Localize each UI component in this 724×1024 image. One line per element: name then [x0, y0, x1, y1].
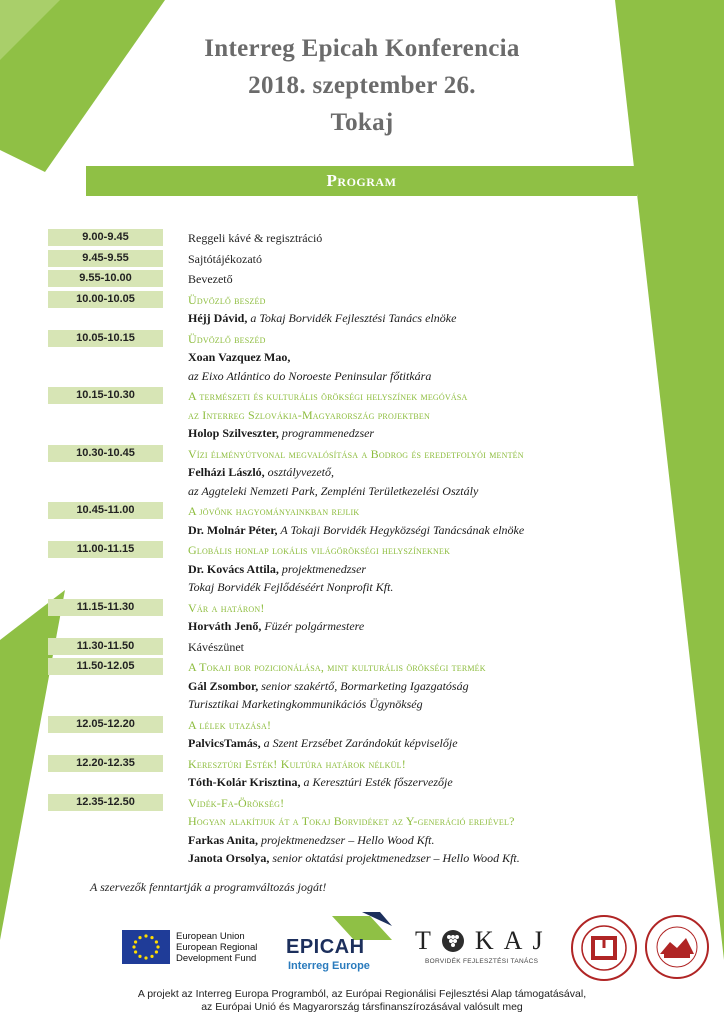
conference-date: 2018. szeptember 26. — [248, 72, 476, 99]
session-title: A Tokaji bor pozicionálása, mint kulturális örökségi termék — [188, 660, 486, 674]
speaker-affiliation: Tokaj Borvidék Fejlődéséért Nonprofit Kft. — [188, 580, 394, 594]
time-slot: 10.30-10.45 — [48, 445, 163, 462]
grape-icon — [441, 929, 465, 953]
tokaj-wordmark — [415, 926, 555, 956]
speaker-line — [188, 677, 658, 696]
speaker-role: projektmenedzser – Hello Wood Kft. — [258, 832, 435, 847]
conference-place: Tokaj — [330, 109, 394, 136]
speaker-role: a Tokaj Borvidék Fejlesztési Tanács elnöke — [247, 311, 457, 325]
time-slot: 11.30-11.50 — [48, 638, 163, 655]
session-title: A természeti és kulturális örökségi helyszínek megóvása — [188, 389, 468, 403]
session-details — [188, 445, 658, 501]
session-title: Hogyan alakítjuk át a Tokaj Borvidéket az Y-generáció erejével? — [188, 814, 515, 828]
speaker-line — [188, 773, 658, 792]
speaker-line — [188, 617, 658, 636]
speaker-line — [188, 463, 658, 482]
speaker-name: Janota Orsolya, — [188, 851, 270, 865]
session-title: Vízi élményútvonal megvalósítása a Bodrog és eredetfolyói mentén — [188, 446, 524, 461]
speaker-line — [188, 424, 658, 443]
header — [0, 30, 724, 141]
session-details — [188, 658, 658, 714]
speaker-role: A Tokaji Borvidék Hegyközségi Tanácsának elnöke — [277, 522, 525, 537]
session-details — [188, 794, 658, 868]
speaker-name: Tóth-Kolár Krisztina, — [188, 775, 301, 789]
speaker-line — [188, 831, 658, 850]
epicah-subtitle: Interreg Europe — [288, 960, 370, 972]
tokaj-letter-t: T — [415, 926, 441, 955]
speaker-role: Füzér polgármestere — [261, 619, 365, 633]
session-details — [188, 330, 658, 386]
speaker-role: osztályvezető, — [264, 465, 334, 479]
session-title: Üdvözlő beszéd — [188, 292, 266, 307]
session-details — [188, 291, 658, 328]
time-slot: 12.20-12.35 — [48, 755, 163, 772]
epicah-logo — [286, 912, 406, 976]
agenda-item: Bevezető — [188, 272, 233, 286]
session-details — [188, 387, 658, 443]
speaker-name: Dr. Kovács Attila, — [188, 561, 279, 576]
session-title: A jövőnk hagyományainkban rejlik — [188, 504, 360, 518]
session-title: Vár a határon! — [188, 600, 265, 615]
speaker-role: programmenedzser — [278, 426, 375, 440]
session-details — [188, 270, 658, 289]
speaker-role: a Keresztúri Esték főszervezője — [300, 775, 453, 789]
tokaj-logo — [415, 926, 555, 965]
program-heading-bar: Program — [86, 166, 637, 196]
time-slot: 10.05-10.15 — [48, 330, 163, 347]
speaker-line — [188, 734, 658, 753]
unesco-world-heritage-emblem — [570, 914, 638, 982]
session-title: Vidék-Fa-Örökség! — [188, 795, 285, 810]
speaker-affiliation: Turisztikai Marketingkommunikációs Ügynökség — [188, 697, 423, 711]
time-slot: 11.15-11.30 — [48, 599, 163, 616]
footer-line-2: az Európai Unió és Magyarország társfinanszírozásával valósult meg — [201, 1001, 523, 1013]
speaker-affiliation: az Eixo Atlántico do Noroeste Peninsular főtitkára — [188, 368, 432, 383]
session-details — [188, 716, 658, 753]
speaker-role: a Szent Erzsébet Zarándokút képviselője — [260, 736, 458, 750]
eu-line-1: European Union — [176, 930, 245, 942]
tokaj-letters-kaj: KAJ — [474, 926, 553, 955]
speaker-role: senior szakértő, Bormarketing Igazgatóság — [258, 678, 469, 693]
eu-line-3: Development Fund — [176, 952, 257, 964]
session-title: A lélek utazása! — [188, 717, 272, 732]
speaker-name: Dr. Molnár Péter, — [188, 522, 278, 537]
speaker-name: PalvicsTamás, — [188, 736, 261, 750]
time-slot: 9.00-9.45 — [48, 229, 163, 246]
time-slot: 10.45-11.00 — [48, 502, 163, 519]
tokaj-world-heritage-emblem — [644, 914, 710, 980]
time-slot: 9.45-9.55 — [48, 250, 163, 267]
speaker-role: senior oktatási projektmenedzser – Hello Wood Kft. — [269, 851, 520, 865]
session-title: az Interreg Szlovákia-Magyarország projektben — [188, 407, 430, 422]
epicah-wordmark: EPICAH — [286, 936, 365, 958]
speaker-line — [188, 560, 658, 579]
time-slot: 12.05-12.20 — [48, 716, 163, 733]
eu-flag-icon — [122, 930, 170, 964]
speaker-line — [188, 309, 658, 328]
speaker-affiliation: az Aggteleki Nemzeti Park, Zempléni Területkezelési Osztály — [188, 483, 479, 498]
session-details — [188, 599, 658, 636]
session-title: Keresztúri Esték! Kultúra határok nélkül! — [188, 756, 406, 771]
speaker-name: Horváth Jenő, — [188, 619, 262, 633]
time-slot: 11.00-11.15 — [48, 541, 163, 558]
logo-strip — [0, 906, 724, 986]
speaker-line — [188, 521, 658, 540]
session-details — [188, 638, 658, 657]
session-details — [188, 229, 658, 248]
time-slot: 12.35-12.50 — [48, 794, 163, 811]
tokaj-subtitle: BORVIDÉK FEJLESZTÉSI TANÁCS — [425, 958, 539, 965]
session-details — [188, 541, 658, 597]
agenda-item: Sajtótájékozató — [188, 251, 262, 266]
agenda-item: Kávészünet — [188, 639, 244, 654]
time-slot: 10.15-10.30 — [48, 387, 163, 404]
time-slot: 10.00-10.05 — [48, 291, 163, 308]
footer-line-1: A projekt az Interreg Europa Programból, az Európai Regionálisi Fejlesztési Alap támogatásával, — [137, 988, 587, 1000]
session-details — [188, 755, 658, 792]
session-title: Üdvözlő beszéd — [188, 331, 266, 346]
time-slot: 9.55-10.00 — [48, 270, 163, 287]
speaker-name: Farkas Anita, — [188, 832, 259, 847]
speaker-role: projektmenedzser — [278, 561, 367, 576]
funding-footer — [0, 988, 724, 1014]
session-details — [188, 502, 658, 539]
speaker-line — [188, 849, 658, 868]
session-title: Globális honlap lokális világörökségi helyszíneknek — [188, 543, 451, 557]
eu-logo-text — [176, 931, 257, 964]
speaker-line — [188, 348, 658, 367]
speaker-name: Gál Zsombor, — [188, 678, 259, 693]
change-notice: A szervezők fenntartják a programváltozás jogát! — [90, 880, 327, 894]
speaker-name: Héjj Dávid, — [188, 311, 248, 325]
time-slot: 11.50-12.05 — [48, 658, 163, 675]
session-details — [188, 250, 658, 269]
eu-logo — [122, 930, 257, 964]
eu-line-2: European Regional — [176, 941, 258, 953]
conference-title: Interreg Epicah Konferencia — [204, 35, 520, 62]
speaker-name: Xoan Vazquez Mao, — [188, 350, 291, 364]
agenda-item: Reggeli kávé & regisztráció — [188, 231, 323, 245]
speaker-name: Felházi László, — [188, 465, 265, 479]
speaker-name: Holop Szilveszter, — [188, 426, 279, 440]
